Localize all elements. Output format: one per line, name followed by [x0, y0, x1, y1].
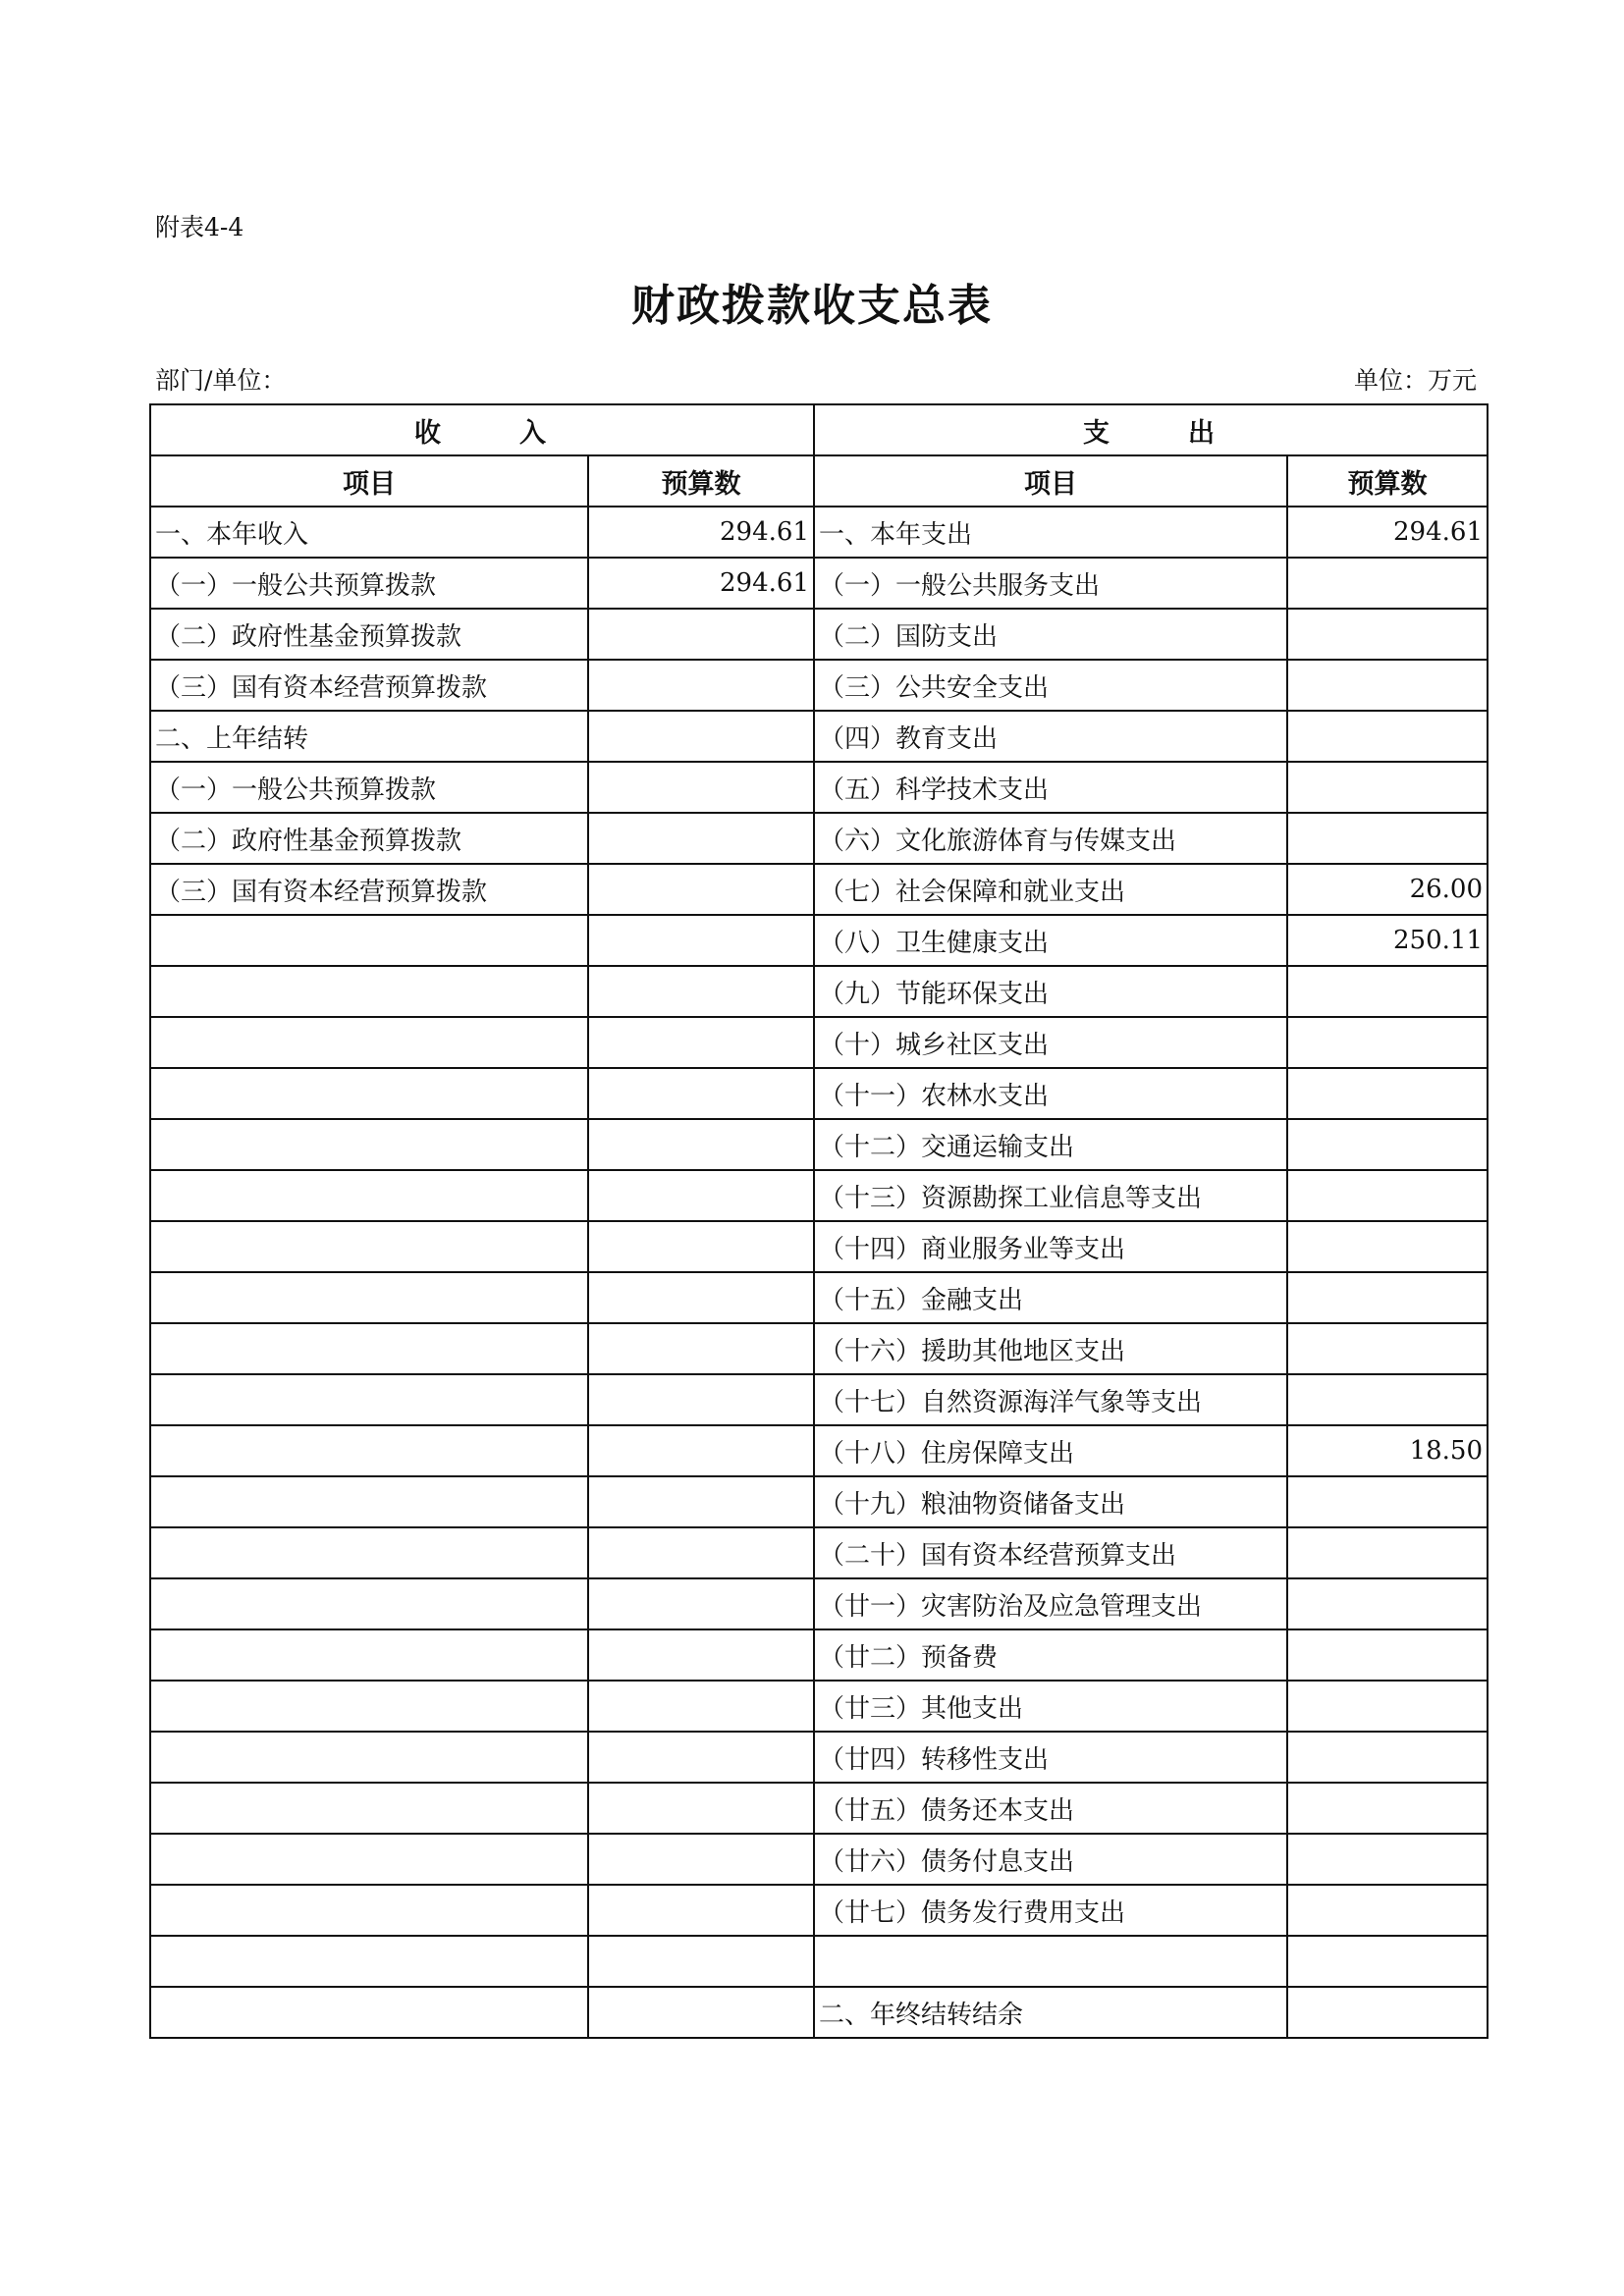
- income-amount-cell: [588, 1272, 814, 1323]
- expense-amount-cell: [1287, 1170, 1488, 1221]
- income-item-cell: [150, 1221, 588, 1272]
- table-row: [150, 711, 1488, 762]
- table-row: [150, 1374, 1488, 1425]
- income-item-cell: [150, 915, 588, 966]
- expense-amount-cell: [1287, 1374, 1488, 1425]
- income-section-header: 收入: [150, 404, 814, 455]
- income-item-cell: [150, 1425, 588, 1476]
- expense-item-cell: （十七）自然资源海洋气象等支出: [814, 1374, 1287, 1425]
- table-row: [150, 609, 1488, 660]
- income-amount-cell: [588, 1374, 814, 1425]
- expense-amount-cell: 250.11: [1287, 915, 1488, 966]
- expense-item-cell: （十五）金融支出: [814, 1272, 1287, 1323]
- expense-item-cell: 一、本年支出: [814, 507, 1287, 558]
- income-amount-cell: [588, 1170, 814, 1221]
- income-amount-cell: [588, 1885, 814, 1936]
- expense-amount-cell: [1287, 1017, 1488, 1068]
- budget-table: [149, 403, 1489, 2039]
- income-item-cell: （二）政府性基金预算拨款: [150, 609, 588, 660]
- income-amount-cell: [588, 1527, 814, 1578]
- income-item-cell: [150, 1527, 588, 1578]
- expense-item-cell: （廿五）债务还本支出: [814, 1783, 1287, 1834]
- table-row: [150, 1476, 1488, 1527]
- income-amount-cell: [588, 1476, 814, 1527]
- expense-item-cell: （廿七）债务发行费用支出: [814, 1885, 1287, 1936]
- income-amount-cell: [588, 1068, 814, 1119]
- income-item-cell: [150, 1578, 588, 1629]
- expense-section-header: 支出: [814, 404, 1488, 455]
- income-item-cell: [150, 1017, 588, 1068]
- income-item-cell: （一）一般公共预算拨款: [150, 558, 588, 609]
- income-item-cell: [150, 1629, 588, 1681]
- expense-item-cell: （廿六）债务付息支出: [814, 1834, 1287, 1885]
- expense-item-cell: （十八）住房保障支出: [814, 1425, 1287, 1476]
- income-amount-cell: [588, 711, 814, 762]
- income-item-cell: （三）国有资本经营预算拨款: [150, 864, 588, 915]
- table-row: [150, 1170, 1488, 1221]
- income-amount-cell: [588, 1425, 814, 1476]
- unit-label: 单位：万元: [1353, 366, 1477, 395]
- table-row: [150, 1987, 1488, 2038]
- expense-item-cell: （八）卫生健康支出: [814, 915, 1287, 966]
- expense-amount-cell: 294.61: [1287, 507, 1488, 558]
- expense-amount-cell: [1287, 660, 1488, 711]
- expense-item-cell: （十三）资源勘探工业信息等支出: [814, 1170, 1287, 1221]
- expense-amount-cell: [1287, 1119, 1488, 1170]
- expense-item-cell: （廿三）其他支出: [814, 1681, 1287, 1732]
- income-item-cell: [150, 1068, 588, 1119]
- table-row: [150, 1834, 1488, 1885]
- income-item-cell: [150, 1374, 588, 1425]
- table-row: [150, 1119, 1488, 1170]
- income-amount-cell: [588, 1681, 814, 1732]
- table-row: [150, 1272, 1488, 1323]
- income-item-cell: [150, 1323, 588, 1374]
- income-item-cell: [150, 1170, 588, 1221]
- expense-item-cell: （十九）粮油物资储备支出: [814, 1476, 1287, 1527]
- expense-item-header: 项目: [814, 455, 1287, 507]
- income-amount-header: 预算数: [588, 455, 814, 507]
- expense-amount-cell: [1287, 1578, 1488, 1629]
- expense-amount-cell: 26.00: [1287, 864, 1488, 915]
- document-code: 附表4-4: [155, 213, 244, 241]
- expense-item-cell: （六）文化旅游体育与传媒支出: [814, 813, 1287, 864]
- table-row: [150, 1323, 1488, 1374]
- expense-amount-cell: [1287, 1885, 1488, 1936]
- income-item-cell: [150, 1783, 588, 1834]
- income-amount-cell: [588, 1017, 814, 1068]
- income-item-cell: [150, 1885, 588, 1936]
- expense-item-cell: （四）教育支出: [814, 711, 1287, 762]
- expense-amount-cell: [1287, 1527, 1488, 1578]
- income-amount-cell: [588, 1987, 814, 2038]
- income-item-cell: [150, 966, 588, 1017]
- expense-item-cell: （廿二）预备费: [814, 1629, 1287, 1681]
- income-amount-cell: [588, 1119, 814, 1170]
- income-item-cell: [150, 1119, 588, 1170]
- income-item-cell: [150, 1936, 588, 1987]
- table-row: [150, 1578, 1488, 1629]
- expense-amount-cell: [1287, 1221, 1488, 1272]
- table-row: [150, 966, 1488, 1017]
- income-amount-cell: [588, 864, 814, 915]
- expense-amount-header: 预算数: [1287, 455, 1488, 507]
- table-row: [150, 1527, 1488, 1578]
- expense-amount-cell: [1287, 609, 1488, 660]
- income-amount-cell: [588, 813, 814, 864]
- table-row: [150, 1936, 1488, 1987]
- expense-amount-cell: [1287, 1783, 1488, 1834]
- income-amount-cell: [588, 1834, 814, 1885]
- expense-amount-cell: [1287, 711, 1488, 762]
- expense-item-cell: （廿四）转移性支出: [814, 1732, 1287, 1783]
- table-row: [150, 1783, 1488, 1834]
- table-row: [150, 1017, 1488, 1068]
- section-header-row: [150, 404, 1488, 455]
- table-row: [150, 813, 1488, 864]
- expense-amount-cell: [1287, 1476, 1488, 1527]
- table-row: [150, 1221, 1488, 1272]
- expense-amount-cell: [1287, 1732, 1488, 1783]
- department-label: 部门/单位：: [155, 366, 287, 395]
- expense-item-cell: （一）一般公共服务支出: [814, 558, 1287, 609]
- income-item-cell: [150, 1476, 588, 1527]
- expense-amount-cell: [1287, 1681, 1488, 1732]
- table-row: [150, 660, 1488, 711]
- expense-item-cell: （五）科学技术支出: [814, 762, 1287, 813]
- column-header-row: [150, 455, 1488, 507]
- income-item-cell: [150, 1834, 588, 1885]
- income-amount-cell: [588, 1783, 814, 1834]
- expense-amount-cell: [1287, 1834, 1488, 1885]
- income-item-cell: [150, 1732, 588, 1783]
- income-amount-cell: [588, 966, 814, 1017]
- expense-item-cell: （九）节能环保支出: [814, 966, 1287, 1017]
- income-item-cell: [150, 1272, 588, 1323]
- expense-item-cell: （十二）交通运输支出: [814, 1119, 1287, 1170]
- table-row: [150, 1425, 1488, 1476]
- income-amount-cell: [588, 1936, 814, 1987]
- expense-item-cell: （三）公共安全支出: [814, 660, 1287, 711]
- income-amount-cell: [588, 1221, 814, 1272]
- table-row: [150, 1885, 1488, 1936]
- expense-item-cell: （二）国防支出: [814, 609, 1287, 660]
- table-row: [150, 915, 1488, 966]
- income-amount-cell: [588, 1323, 814, 1374]
- table-row: [150, 1068, 1488, 1119]
- income-item-cell: （二）政府性基金预算拨款: [150, 813, 588, 864]
- expense-item-cell: （十四）商业服务业等支出: [814, 1221, 1287, 1272]
- table-row: [150, 507, 1488, 558]
- page-title: 财政拨款收支总表: [631, 281, 993, 331]
- income-amount-cell: [588, 762, 814, 813]
- table-row: [150, 558, 1488, 609]
- income-item-header: 项目: [150, 455, 588, 507]
- table-row: [150, 1681, 1488, 1732]
- income-amount-cell: 294.61: [588, 558, 814, 609]
- expense-item-cell: （七）社会保障和就业支出: [814, 864, 1287, 915]
- expense-amount-cell: [1287, 1629, 1488, 1681]
- income-amount-cell: [588, 1732, 814, 1783]
- income-amount-cell: [588, 1578, 814, 1629]
- expense-item-cell: 二、年终结转结余: [814, 1987, 1287, 2038]
- expense-amount-cell: [1287, 558, 1488, 609]
- income-item-cell: [150, 1987, 588, 2038]
- expense-item-cell: [814, 1936, 1287, 1987]
- expense-amount-cell: [1287, 1323, 1488, 1374]
- expense-amount-cell: 18.50: [1287, 1425, 1488, 1476]
- expense-amount-cell: [1287, 1987, 1488, 2038]
- expense-amount-cell: [1287, 1936, 1488, 1987]
- income-amount-cell: [588, 1629, 814, 1681]
- expense-amount-cell: [1287, 813, 1488, 864]
- income-item-cell: [150, 1681, 588, 1732]
- expense-amount-cell: [1287, 1068, 1488, 1119]
- table-row: [150, 864, 1488, 915]
- income-item-cell: （三）国有资本经营预算拨款: [150, 660, 588, 711]
- table-row: [150, 762, 1488, 813]
- income-amount-cell: [588, 660, 814, 711]
- income-amount-cell: [588, 915, 814, 966]
- table-row: [150, 1629, 1488, 1681]
- expense-item-cell: （十）城乡社区支出: [814, 1017, 1287, 1068]
- expense-amount-cell: [1287, 966, 1488, 1017]
- expense-item-cell: （十六）援助其他地区支出: [814, 1323, 1287, 1374]
- income-item-cell: 二、上年结转: [150, 711, 588, 762]
- expense-amount-cell: [1287, 762, 1488, 813]
- income-amount-cell: 294.61: [588, 507, 814, 558]
- income-amount-cell: [588, 609, 814, 660]
- table-row: [150, 1732, 1488, 1783]
- expense-item-cell: （二十）国有资本经营预算支出: [814, 1527, 1287, 1578]
- income-item-cell: （一）一般公共预算拨款: [150, 762, 588, 813]
- expense-item-cell: （十一）农林水支出: [814, 1068, 1287, 1119]
- expense-amount-cell: [1287, 1272, 1488, 1323]
- expense-item-cell: （廿一）灾害防治及应急管理支出: [814, 1578, 1287, 1629]
- income-item-cell: 一、本年收入: [150, 507, 588, 558]
